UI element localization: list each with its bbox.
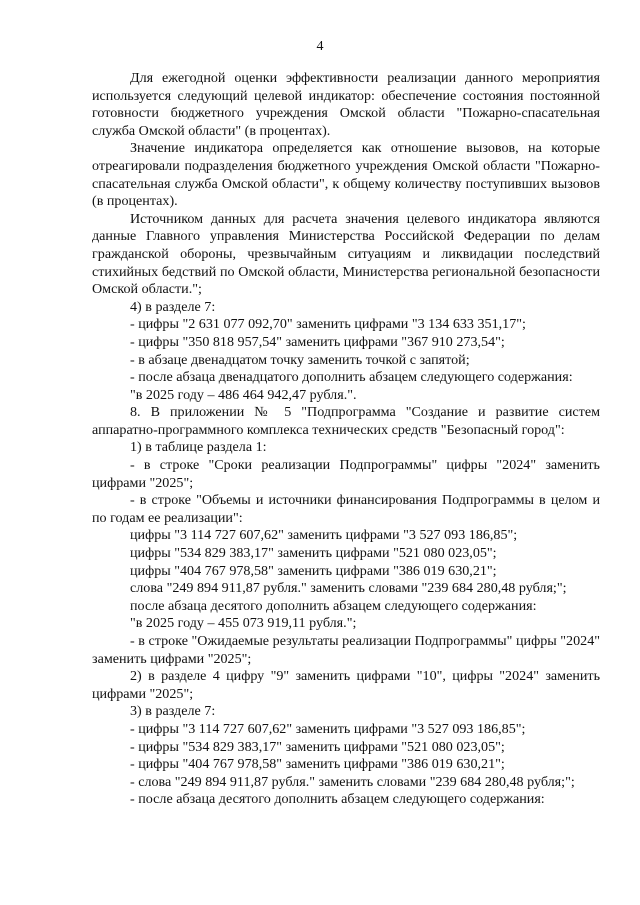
page-number: 4 [316,39,324,54]
paragraph-replacement: цифры "3 114 727 607,62" заменить цифрами "3 527 093 186,85"; [130,527,518,544]
paragraph-item-2: 2) в разделе 4 цифру "9" заменить цифрами "10", цифры "2024" заменить цифрами "2025"; [92,668,600,702]
paragraph-amendment: - цифры "404 767 978,58" заменить цифрами "386 019 630,21"; [130,756,505,773]
paragraph-amendment: - цифры "350 818 957,54" заменить цифрами "367 910 273,54"; [130,333,505,350]
paragraph-indicator-definition: Значение индикатора определяется как отношение вызовов, на которые отреагировали подразделения бюджетного учреждения Омской области "Пожарно-спасательная служба Омской области", к общему количеству поступивших вызовов (в процентах). [92,140,600,210]
paragraph-amendment: - цифры "534 829 383,17" заменить цифрами "521 080 023,05"; [130,738,505,755]
paragraph-replacement: после абзаца десятого дополнить абзацем следующего содержания: [130,597,537,614]
paragraph-amendment: - цифры "3 114 727 607,62" заменить цифрами "3 527 093 186,85"; [130,720,526,737]
paragraph-data-source: Источником данных для расчета значения целевого индикатора являются данные Главного управления Министерства Российской Федерации по делам гражданской обороны, чрезвычайным ситуациям и ликвидации последствий стихийных бедствий по Омской области, Министерства региональной безопасности Омской области."; [92,210,600,298]
paragraph-indicator-intro: Для ежегодной оценки эффективности реализации данного мероприятия используется следующий целевой индикатор: обеспечение состояния постоянной готовности бюджетного учреждения Омской области "Пожарно-спасательная служба Омской области" (в процентах). [92,70,600,139]
paragraph-item-1: 1) в таблице раздела 1: [130,439,267,456]
paragraph-section-8: 8. В приложении № 5 "Подпрограмма "Создание и развитие систем аппаратно-программного комплекса технических средств "Безопасный город": [92,404,600,438]
paragraph-quoted-text: "в 2025 году – 455 073 919,11 рубля."; [130,615,357,632]
paragraph-amendment: - в строке "Объемы и источники финансирования Подпрограммы в целом и по годам ее реализации": [92,492,600,526]
paragraph-item-3: 3) в разделе 7: [130,703,216,720]
paragraph-amendment: - в строке "Ожидаемые результаты реализации Подпрограммы" цифры "2024" заменить цифрами "2025"; [92,633,600,667]
paragraph-item-4: 4) в разделе 7: [130,298,216,315]
paragraph-amendment: - после абзаца двенадцатого дополнить абзацем следующего содержания: [130,369,573,386]
paragraph-amendment: - в абзаце двенадцатом точку заменить точкой с запятой; [130,351,470,368]
paragraph-replacement: цифры "534 829 383,17" заменить цифрами "521 080 023,05"; [130,545,497,562]
paragraph-quoted-text: "в 2025 году – 486 464 942,47 рубля.". [130,386,357,403]
paragraph-amendment: - в строке "Сроки реализации Подпрограммы" цифры "2024" заменить цифрами "2025"; [92,457,600,491]
paragraph-amendment: - слова "249 894 911,87 рубля." заменить словами "239 684 280,48 рубля;"; [130,773,575,790]
paragraph-replacement: цифры "404 767 978,58" заменить цифрами "386 019 630,21"; [130,562,497,579]
document-body [92,70,600,809]
paragraph-replacement: слова "249 894 911,87 рубля." заменить словами "239 684 280,48 рубля;"; [130,580,567,597]
paragraph-amendment: - после абзаца десятого дополнить абзацем следующего содержания: [130,791,545,808]
paragraph-amendment: - цифры "2 631 077 092,70" заменить цифрами "3 134 633 351,17"; [130,316,526,333]
